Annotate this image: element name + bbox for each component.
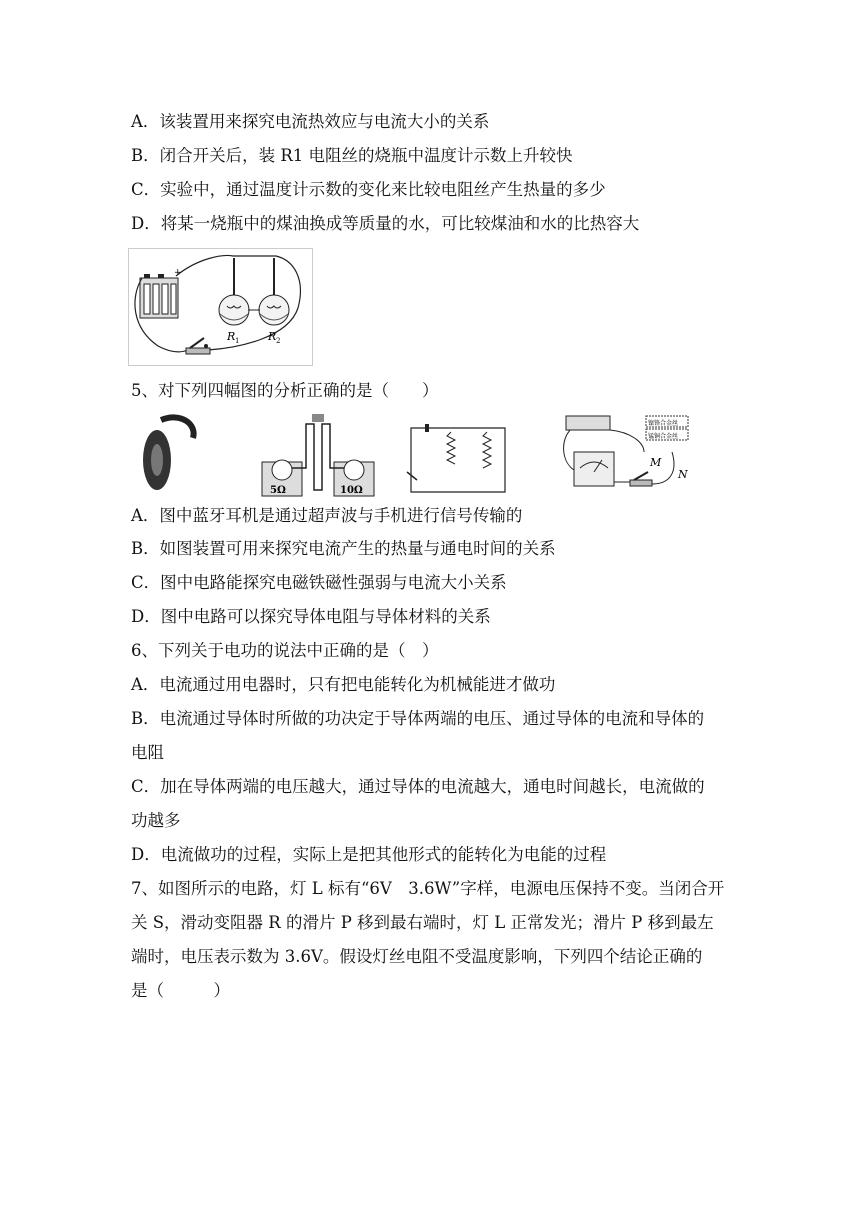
q5-option-d: D．图中电路可以探究导体电阻与导体材料的关系 xyxy=(131,607,491,626)
q4-option-b: B．闭合开关后，装 R1 电阻丝的烧瓶中温度计示数上升较快 xyxy=(131,146,573,165)
coil-2-icon xyxy=(483,432,491,468)
r2-label: R xyxy=(268,330,277,343)
q6-option-d: D．电流做功的过程，实际上是把其他形式的能转化为电能的过程 xyxy=(131,845,607,864)
r1-sub: 1 xyxy=(235,337,240,345)
alloy-2-label: 锰铜合金丝 xyxy=(648,433,679,440)
q5-option-b: B．如图装置可用来探究电流产生的热量与通电时间的关系 xyxy=(131,539,556,558)
r1-label: R xyxy=(227,330,236,343)
battery-plus-label: + xyxy=(174,268,182,278)
q7-line-3: 端时，电压表示数为 3.6V。假设灯丝电阻不受温度影响，下列四个结论正确的 xyxy=(131,947,703,966)
battery-icon xyxy=(140,274,178,318)
q7-line-4: 是（ ） xyxy=(131,981,230,1000)
q5-option-a: A．图中蓝牙耳机是通过超声波与手机进行信号传输的 xyxy=(131,506,523,525)
q4-option-c: C．实验中，通过温度计示数的变化来比较电阻丝产生热量的多少 xyxy=(131,180,606,199)
q5-figure-heat-device xyxy=(258,410,378,500)
switch-icon xyxy=(186,338,210,354)
r2-sub: 2 xyxy=(276,337,281,345)
flask-r2-icon xyxy=(259,258,289,325)
bluetooth-earphone-icon xyxy=(143,417,194,490)
n-label: N xyxy=(678,468,688,481)
q6-option-c-line1: C．加在导体两端的电压越大，通过导体的电流越大，通电时间越长，电流做的 xyxy=(131,777,705,796)
q5-stem: 5、对下列四幅图的分析正确的是（ ） xyxy=(131,381,439,400)
r5-label: 5Ω xyxy=(270,485,286,496)
q6-option-b-line2: 电阻 xyxy=(131,743,164,762)
q6-stem: 6、下列关于电功的说法中正确的是（ ） xyxy=(131,641,439,660)
q5-figure-resistance xyxy=(560,412,690,494)
q5-figure-earphone xyxy=(131,410,201,500)
q5-figure-electromagnet xyxy=(405,418,515,498)
q4-circuit-figure xyxy=(128,248,313,366)
q4-option-d: D．将某一烧瓶中的煤油换成等质量的水，可比较煤油和水的比热容大 xyxy=(131,214,640,233)
r10-label: 10Ω xyxy=(340,485,363,496)
m-label: M xyxy=(650,456,662,469)
ammeter-icon xyxy=(574,452,614,486)
q4-option-a: A．该装置用来探究电流热效应与电流大小的关系 xyxy=(131,112,490,131)
flask-r1-icon xyxy=(219,258,249,325)
q7-line-1: 7、如图所示的电路，灯 L 标有“6V 3.6W”字样，电源电压保持不变。当闭合开 xyxy=(131,879,725,898)
q5-option-c: C．图中电路能探究电磁铁磁性强弱与电流大小关系 xyxy=(131,573,507,592)
coil-1-icon xyxy=(447,432,455,464)
q6-option-a: A．电流通过用电器时，只有把电能转化为机械能进才做功 xyxy=(131,675,556,694)
switch-icon xyxy=(630,472,652,486)
q7-line-2: 关 S，滑动变阻器 R 的滑片 P 移到最右端时，灯 L 正常发光；滑片 P 移到最左 xyxy=(131,913,714,932)
q6-option-c-line2: 功越多 xyxy=(131,811,181,830)
q6-option-b-line1: B．电流通过导体时所做的功决定于导体两端的电压、通过导体的电流和导体的 xyxy=(131,709,705,728)
alloy-1-label: 镍铬合金丝 xyxy=(648,420,679,427)
